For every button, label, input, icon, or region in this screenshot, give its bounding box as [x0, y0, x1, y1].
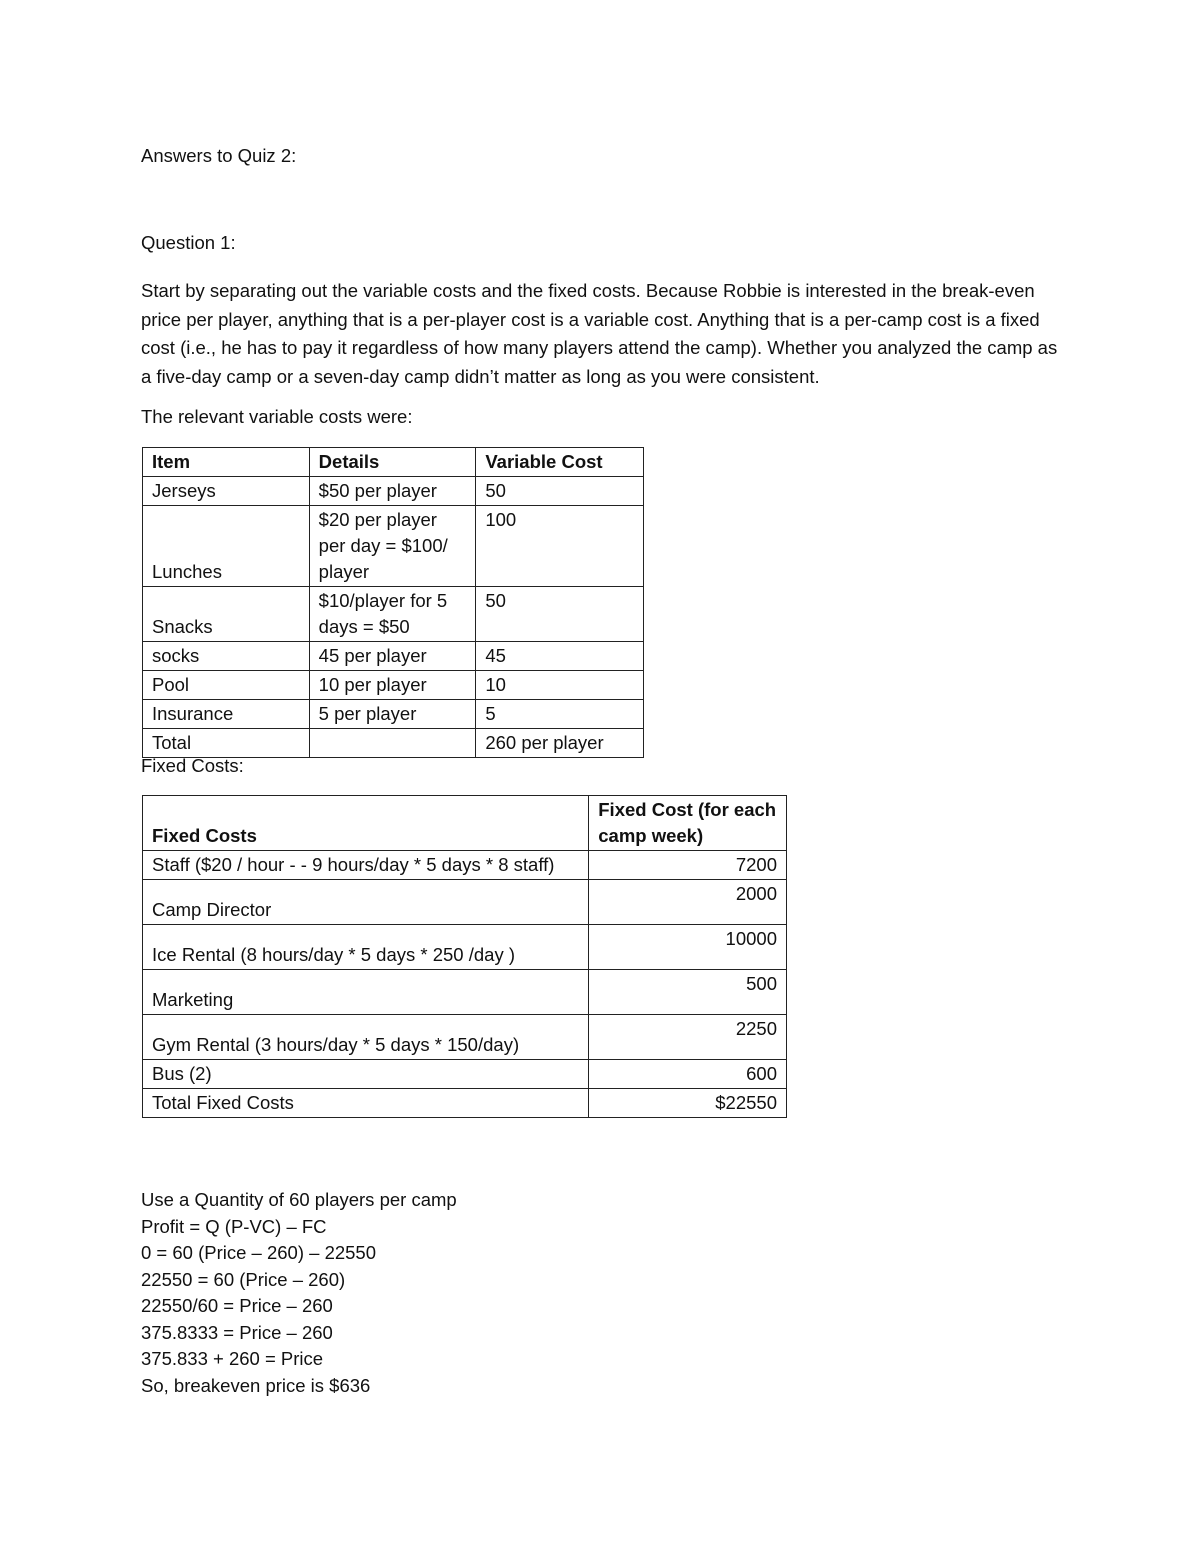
- calc-line: Profit = Q (P-VC) – FC: [141, 1215, 327, 1237]
- row-item: Pool: [143, 671, 310, 700]
- calc-line: 22550 = 60 (Price – 260): [141, 1268, 346, 1290]
- row-cost: 2000: [589, 880, 787, 925]
- row-cost: 10: [476, 671, 644, 700]
- table-row: [143, 925, 787, 970]
- row-details: $10/player for 5 days = $50: [309, 587, 476, 642]
- header-fixed-cost-week: Fixed Cost (for each camp week): [589, 796, 787, 851]
- table-row: [143, 1015, 787, 1060]
- table-row: [143, 642, 644, 671]
- calc-line: 375.8333 = Price – 260: [141, 1321, 333, 1343]
- row-cost: 10000: [589, 925, 787, 970]
- row-item: Insurance: [143, 700, 310, 729]
- row-cost: 50: [476, 477, 644, 506]
- table-total-row: [143, 1089, 787, 1118]
- row-details: $20 per player per day = $100/ player: [309, 506, 476, 587]
- header-item: Item: [143, 448, 310, 477]
- variable-costs-table: [142, 447, 644, 758]
- row-item: Camp Director: [143, 880, 589, 925]
- row-cost: 500: [589, 970, 787, 1015]
- calc-line: So, breakeven price is $636: [141, 1374, 371, 1396]
- row-cost: 45: [476, 642, 644, 671]
- question-heading: Question 1:: [141, 232, 236, 253]
- header-fixed-costs: Fixed Costs: [143, 796, 589, 851]
- row-details: 5 per player: [309, 700, 476, 729]
- row-cost: 600: [589, 1060, 787, 1089]
- table-header-row: [143, 796, 787, 851]
- table-total-row: [143, 729, 644, 758]
- calc-line: 0 = 60 (Price – 260) – 22550: [141, 1242, 377, 1263]
- table-row: [143, 700, 644, 729]
- explanation-paragraph: Start by separating out the variable costs and the fixed costs. Because Robbie is interested in the break-even price per player, anything that is a per-player cost is a variable cost. Anything that is a per-camp cost is a fixed cost (i.e., he has to pay it regardless of how many players attend the camp). Whether you analyzed the camp as a five-day camp or a seven-day camp didn’t matter as long as you were consistent.: [141, 280, 1058, 387]
- table-row: [143, 587, 644, 642]
- table-row: [143, 1060, 787, 1089]
- row-item: Jerseys: [143, 477, 310, 506]
- row-item: Marketing: [143, 970, 589, 1015]
- calc-line: 375.833 + 260 = Price: [141, 1348, 324, 1369]
- table-row: [143, 671, 644, 700]
- calc-line: Use a Quantity of 60 players per camp: [141, 1189, 457, 1210]
- row-item: socks: [143, 642, 310, 671]
- table-row: [143, 851, 787, 880]
- row-item: Gym Rental (3 hours/day * 5 days * 150/day): [143, 1015, 589, 1060]
- table-row: [143, 477, 644, 506]
- header-variable-cost: Variable Cost: [476, 448, 644, 477]
- row-item: Snacks: [143, 587, 310, 642]
- row-item: Staff ($20 / hour - - 9 hours/day * 5 days * 8 staff): [143, 851, 589, 880]
- row-details: 10 per player: [309, 671, 476, 700]
- row-item: Total Fixed Costs: [143, 1089, 589, 1118]
- row-cost: $22550: [589, 1089, 787, 1118]
- table-row: [143, 880, 787, 925]
- row-cost: 50: [476, 587, 644, 642]
- row-item: Ice Rental (8 hours/day * 5 days * 250 /day ): [143, 925, 589, 970]
- table-row: [143, 970, 787, 1015]
- row-cost: 100: [476, 506, 644, 587]
- row-item: Lunches: [143, 506, 310, 587]
- variable-costs-intro: The relevant variable costs were:: [141, 406, 413, 427]
- table-header-row: [143, 448, 644, 477]
- row-item: Bus (2): [143, 1060, 589, 1089]
- row-item: Total: [143, 729, 310, 758]
- fixed-costs-label: Fixed Costs:: [141, 755, 244, 776]
- table-row: [143, 506, 644, 587]
- page-title: Answers to Quiz 2:: [141, 145, 297, 166]
- row-details: $50 per player: [309, 477, 476, 506]
- breakeven-calculation: [141, 1187, 457, 1399]
- row-details: 45 per player: [309, 642, 476, 671]
- calc-line: 22550/60 = Price – 260: [141, 1295, 333, 1316]
- row-details: [309, 729, 476, 758]
- row-cost: 5: [476, 700, 644, 729]
- fixed-costs-table: [142, 795, 787, 1118]
- header-details: Details: [309, 448, 476, 477]
- row-cost: 7200: [589, 851, 787, 880]
- row-cost: 2250: [589, 1015, 787, 1060]
- row-cost: 260 per player: [476, 729, 644, 758]
